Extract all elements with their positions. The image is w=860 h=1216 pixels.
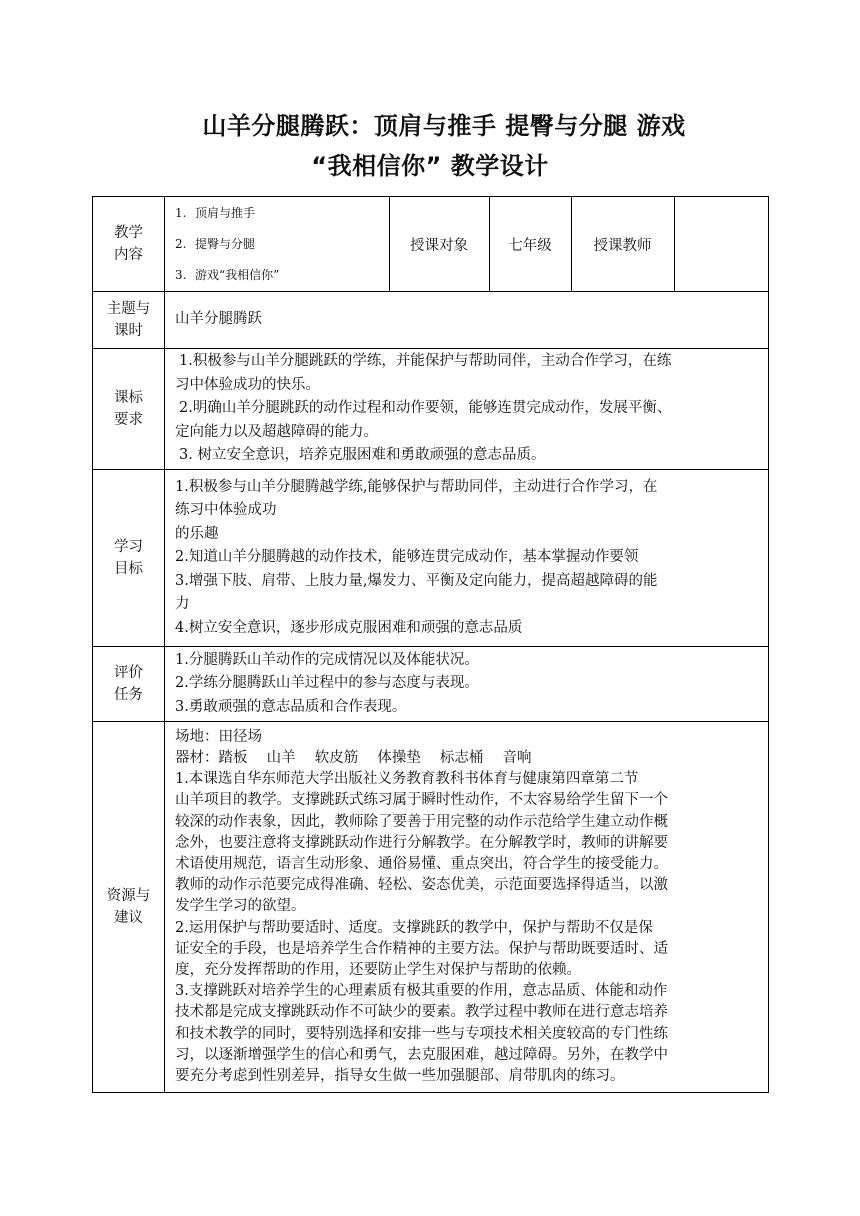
text-line: 1.积极参与山羊分腿腾越学练,能够保护与帮助同伴，主动进行合作学习，在 [175,478,658,495]
text-line: 3. 树立安全意识，培养克服困难和勇敢顽强的意志品质。 [179,447,546,464]
text-line: 2.明确山羊分腿跳跃的动作过程和动作要领，能够连贯完成动作，发展平衡、 [179,400,672,417]
label-line: 评价 [114,665,143,681]
lesson-plan-table [92,196,769,1093]
text-line: 定向能力以及超越障碍的能力。 [175,423,378,440]
text-line: 习中体验成功的快乐。 [175,376,320,393]
text-line: 术语使用规范，语言生动形象、通俗易懂、重点突出，符合学生的接受能力。 [175,855,668,872]
label-theme [93,292,165,349]
label-resources [93,722,165,1093]
text-line: 2.学练分腿腾跃山羊过程中的参与态度与表现。 [175,675,479,692]
text-line: 1.本课选自华东师范大学出版社义务教育教科书体育与健康第四章第二节 [175,771,639,788]
text-line: 练习中体验成功 [175,502,277,519]
label-line: 课时 [114,323,143,339]
item-number: 1. [175,205,187,220]
label-line: 学习 [114,539,143,555]
label-line: 任务 [114,687,143,703]
row-evaluation-tasks [93,647,769,722]
document-title-line1: 山羊分腿腾跃：顶肩与推手 提臀与分腿 游戏 [202,112,686,140]
text-line: 3.增强下肢、肩带、上肢力量,爆发力、平衡及定向能力，提高超越障碍的能 [175,572,658,589]
teaching-content-inner-table [165,197,769,291]
label-curriculum [93,349,165,470]
text-line: 3.支撑跳跃对培养学生的心理素质有极其重要的作用，意志品质、体能和动作 [175,983,668,1000]
label-line: 教学 [114,225,143,241]
item-text: 提臀与分腿 [195,236,256,251]
content-item-3 [175,260,389,291]
text-line: 较深的动作表象，因此，教师除了要善于用完整的动作示范给学生建立动作概 [175,813,668,830]
row-learning-objectives [93,470,769,647]
audience-value: 七年级 [489,197,571,291]
text-line: 2.知道山羊分腿腾越的动作技术，能够连贯完成动作，基本掌握动作要领 [175,549,639,566]
theme-content: 山羊分腿腾跃 [165,292,769,349]
teacher-label: 授课教师 [571,197,674,291]
row-curriculum-requirements [93,349,769,470]
resources-content [165,722,769,1093]
text-line: 1.分腿腾跃山羊动作的完成情况以及体能状况。 [175,651,479,668]
item-number: 2. [175,236,187,251]
text-line: 习，以逐渐增强学生的信心和勇气，去克服困难，越过障碍。另外，在教学中 [175,1046,668,1063]
text-line: 器材：踏板 山羊 软皮筋 体操垫 标志桶 音响 [175,749,532,766]
teaching-content-cell [165,197,769,292]
label-line: 资源与 [106,888,151,904]
label-line: 课标 [114,390,143,406]
row-theme [93,292,769,349]
item-text: 游戏“我相信你” [195,267,280,282]
item-text: 顶肩与推手 [195,205,256,220]
item-number: 3. [175,267,187,282]
curriculum-content [165,349,769,470]
text-line: 度，充分发挥帮助的作用，还要防止学生对保护与帮助的依赖。 [175,962,581,978]
evaluation-content [165,647,769,722]
text-line: 3.勇敢顽强的意志品质和合作表现。 [175,698,407,715]
label-line: 要求 [114,412,143,428]
text-line: 要充分考虑到性别差异，指导女生做一些加强腿部、肩带肌肉的练习。 [175,1068,625,1085]
label-line: 建议 [114,910,143,926]
row-resources-suggestions [93,722,769,1093]
text-line: 技术都是完成支撑跳跃动作不可缺少的要素。教学过程中教师在进行意志培养 [175,1004,668,1021]
text-line: 山羊项目的教学。支撑跳跃式练习属于瞬时性动作，不太容易给学生留下一个 [175,792,668,809]
text-line: 力 [175,596,190,613]
label-teaching-content [93,197,165,292]
content-items [165,197,389,291]
text-line: 场地：田径场 [175,728,262,745]
label-objectives [93,470,165,647]
label-evaluation [93,647,165,722]
objectives-content [165,470,769,647]
label-line: 目标 [114,561,143,577]
teacher-value [674,197,769,291]
text-line: 的乐趣 [175,525,219,542]
document-title-line2: “我相信你” 教学设计 [311,152,549,180]
text-line: 1.积极参与山羊分腿跳跃的学练，并能保护与帮助同伴，主动合作学习，在练 [179,353,672,370]
audience-label: 授课对象 [389,197,489,291]
label-line: 内容 [114,247,143,263]
text-line: 发学生学习的欲望。 [175,898,306,915]
text-line: 念外，也要注意将支撑跳跃动作进行分解教学。在分解教学时，教师的讲解要 [175,834,668,851]
text-line: 证安全的手段，也是培养学生合作精神的主要方法。保护与帮助既要适时、适 [175,940,668,957]
text-line: 教师的动作示范要完成得准确、轻松、姿态优美，示范面要选择得适当，以激 [175,877,668,894]
row-teaching-content [93,197,769,292]
text-line: 2.运用保护与帮助要适时、适度。支撑跳跃的教学中，保护与帮助不仅是保 [175,919,653,936]
text-line: 和技术教学的同时，要特别选择和安排一些与专项技术相关度较高的专门性练 [175,1025,668,1042]
label-line: 主题与 [106,301,151,317]
content-item-2 [175,229,389,260]
content-item-1 [175,198,389,229]
text-line: 4.树立安全意识，逐步形成克服困难和顽强的意志品质 [175,619,523,636]
